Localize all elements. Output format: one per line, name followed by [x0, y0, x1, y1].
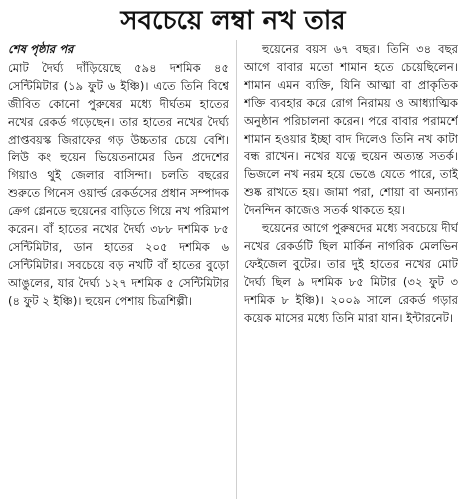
continued-from-kicker: শেষ পৃষ্ঠার পর [8, 42, 74, 56]
article-paragraph-3: হুয়েনের আগে পুরুষদের মধ্যে সবচেয়ে দীর্ঘ নখের রেকর্ডটি ছিল মার্কিন নাগরিক মেলভিন ফেইজেল বুটের। তার দুই হাতের নখের মোট দৈর্ঘ্য ছিল ৯ দশমিক ৮৫ মিটার (৩২ ফুট ৩ দশমিক ৮ ইঞ্চি)। ২০০৯ সালে রেকর্ড গড়ার কয়েক মাসের মধ্যে তিনি মারা যান। ইন্টারনেট। [244, 221, 458, 325]
article-column-left [8, 41, 229, 503]
article-paragraph-2: হুয়েনের বয়স ৬৭ বছর। তিনি ৩৪ বছর আগে বাবার মতো শামান হতে চেয়েছিলেন। শামান এমন ব্যক্তি, যিনি আত্মা বা প্রাকৃতিক শক্তি ব্যবহার করে রোগ নিরাময় ও আধ্যাত্মিক অনুষ্ঠান পরিচালনা করেন। পরে বাবার পরামর্শে শামান হওয়ার ইচ্ছা বাদ দিলেও তিনি নখ কাটা বন্ধ রাখেন। নখের যত্নে হুয়েন অত্যন্ত সতর্ক। ভিজলে নখ নরম হয়ে ভেঙে যেতে পারে, তাই শুষ্ক রাখতে হয়। জামা পরা, শোয়া বা অন্যান্য দৈনন্দিন কাজেও সতর্ক থাকতে হয়। [244, 42, 458, 218]
article-headline: সবচেয়ে লম্বা নখ তার [120, 6, 346, 36]
article-column-right [244, 41, 458, 503]
column-divider [236, 40, 237, 499]
article-paragraph-1: মোট দৈর্ঘ্য দাঁড়িয়েছে ৫৯৪ দশমিক ৪৫ সেন্টিমিটার (১৯ ফুট ৬ ইঞ্চি)। এতে তিনি বিশ্বে জীবিত কোনো পুরুষের মধ্যে দীর্ঘতম হাতের নখের রেকর্ড গড়েছেন। তার হাতের নখের দৈর্ঘ্য প্রাপ্তবয়স্ক জিরাফের গড় উচ্চতার চেয়ে বেশি। লিউ কং হুয়েন ভিয়েতনামের ডিন প্রদেশের গিয়াও থুই জেলার বাসিন্দা। চলতি বছরের শুরুতে গিনেস ওয়ার্ল্ড রেকর্ডসের প্রধান সম্পাদক ক্রেগ গ্লেনডে হুয়েনের বাড়িতে গিয়ে নখ পরিমাপ করেন। বাঁ হাতের নখের দৈর্ঘ্য ৩৮৮ দশমিক ৮৫ সেন্টিমিটার, ডান হাতের ২০৫ দশমিক ৬ সেন্টিমিটার। সবচেয়ে বড় নখটি বাঁ হাতের বুড়ো আঙুলের, যার দৈর্ঘ্য ১২৭ দশমিক ৫ সেন্টিমিটার (৪ ফুট ২ ইঞ্চি)। হুয়েন পেশায় চিত্রশিল্পী। [8, 60, 229, 308]
headline-bar [0, 0, 466, 42]
